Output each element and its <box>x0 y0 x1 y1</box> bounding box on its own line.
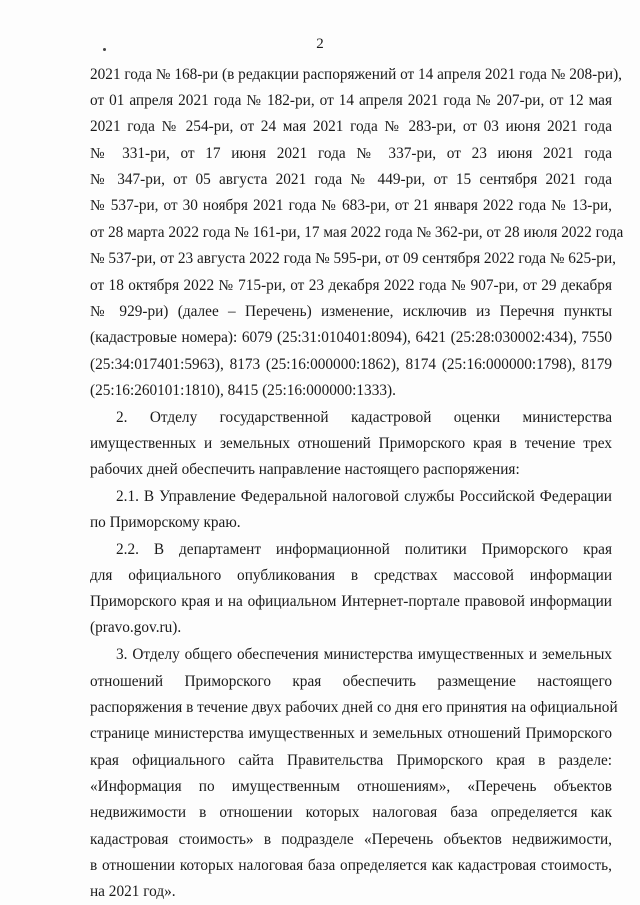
text-line: распоряжения в течение двух рабочих дней со дня его принятия на официальной <box>90 699 618 716</box>
text-line: странице министерства имущественных и земельных отношений Приморского <box>90 725 612 742</box>
text-line: «Информация по имущественным отношениям», «Перечень объектов <box>90 778 612 795</box>
text-line: имущественных и земельных отношений Приморского края в течение трех <box>90 435 612 452</box>
text-line: 2.2. В департамент информационной политики Приморского края <box>116 541 612 558</box>
text-line: рабочих дней обеспечить направление настоящего распоряжения: <box>90 461 520 478</box>
text-line: (pravo.gov.ru). <box>90 619 182 636</box>
text-line: (25:16:260101:1810), 8415 (25:16:000000:1333). <box>90 382 396 399</box>
text-line: на 2021 год». <box>90 883 176 900</box>
text-line: (25:34:017401:5963), 8173 (25:16:000000:1862), 8174 (25:16:000000:1798), 8179 <box>90 356 612 373</box>
text-line: кадастровая стоимость» в подразделе «Перечень объектов недвижимости, <box>90 831 612 848</box>
text-line: 2021 года № 254-ри, от 24 мая 2021 года № 283-ри, от 03 июня 2021 года <box>90 118 612 135</box>
text-line: (кадастровые номера): 6079 (25:31:010401:8094), 6421 (25:28:030002:434), 7550 <box>90 329 612 346</box>
text-line: недвижимости в отношении которых налоговая база определяется как <box>90 804 612 821</box>
text-line: № 537-ри, от 30 ноября 2021 года № 683-ри, от 21 января 2022 года № 13-ри, <box>90 197 612 214</box>
text-line: № 347-ри, от 05 августа 2021 года № 449-ри, от 15 сентября 2021 года <box>90 171 612 188</box>
text-line: отношений Приморского края обеспечить размещение настоящего <box>90 673 612 690</box>
text-line: 2. Отделу государственной кадастровой оценки министерства <box>116 409 612 426</box>
text-line: по Приморскому краю. <box>90 514 241 531</box>
text-line: от 18 октября 2022 № 715-ри, от 23 декабря 2022 года № 907-ри, от 29 декабря <box>90 277 612 294</box>
text-line: 2021 года № 168-ри (в редакции распоряжений от 14 апреля 2021 года № 208-ри), <box>90 66 622 83</box>
text-line: № 331-ри, от 17 июня 2021 года № 337-ри, от 23 июня 2021 года <box>90 145 612 162</box>
text-line: № 537-ри, от 23 августа 2022 года № 595-ри, от 09 сентября 2022 года № 625-ри, <box>90 250 616 267</box>
scan-artifact-dot <box>103 48 106 51</box>
text-line: от 28 марта 2022 года № 161-ри, 17 мая 2022 года № 362-ри, от 28 июля 2022 года <box>90 224 624 241</box>
text-line: от 01 апреля 2021 года № 182-ри, от 14 апреля 2021 года № 207-ри, от 12 мая <box>90 92 612 109</box>
page-number: 2 <box>316 36 324 52</box>
text-line: 2.1. В Управление Федеральной налоговой службы Российской Федерации <box>116 488 612 505</box>
text-line: 3. Отделу общего обеспечения министерства имущественных и земельных <box>116 646 612 663</box>
text-line: № 929-ри) (далее – Перечень) изменение, исключив из Перечня пункты <box>90 303 612 320</box>
text-line: Приморского края и на официальном Интернет-портале правовой информации <box>90 593 612 610</box>
text-line: для официального опубликования в средствах массовой информации <box>90 567 612 584</box>
text-line: края официального сайта Правительства Приморского края в разделе: <box>90 752 612 769</box>
text-line: в отношении которых налоговая база определяется как кадастровая стоимость, <box>90 857 612 874</box>
